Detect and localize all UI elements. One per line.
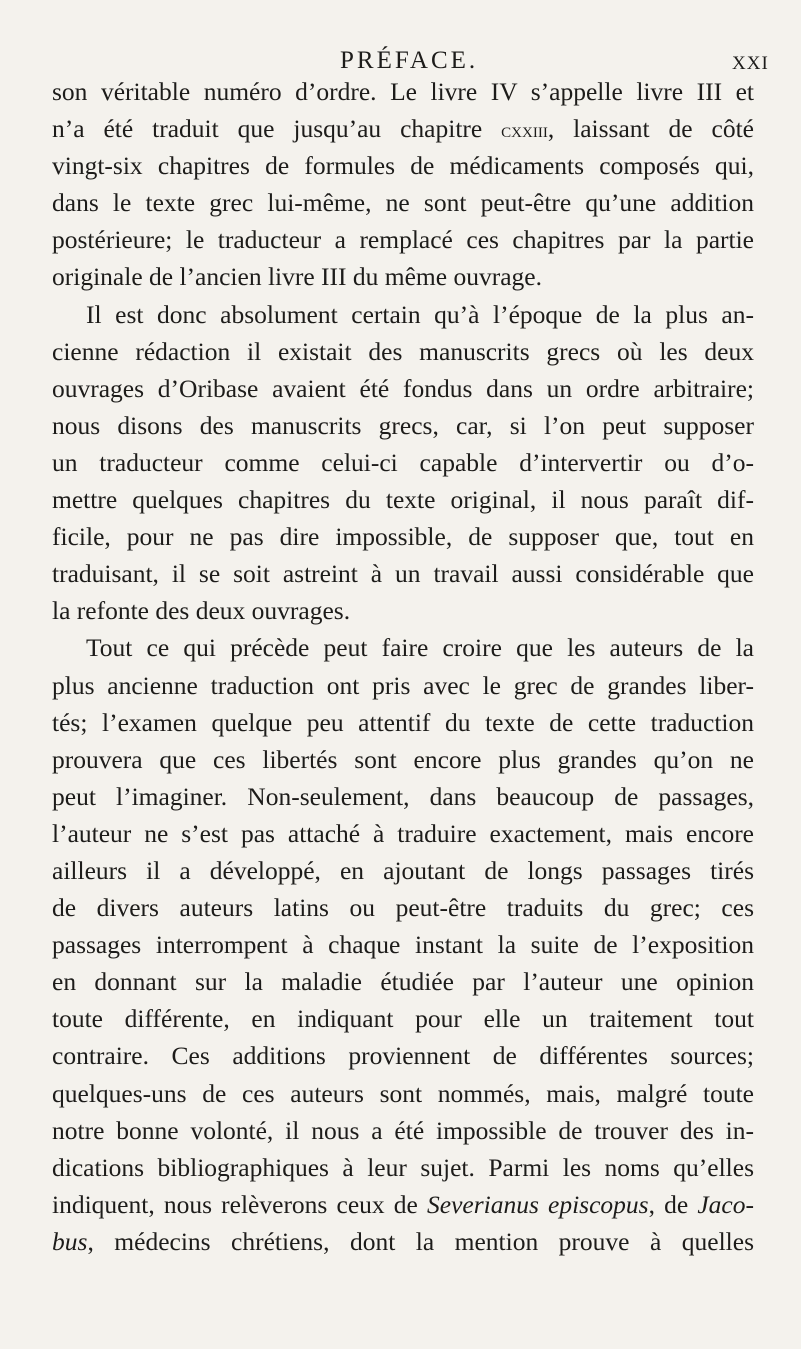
text-line: indiquent, nous relèverons ceux de Severianus episcopus, de Jaco- [52, 1189, 754, 1219]
text-line: toute différente, en indiquant pour elle un traitement tout [52, 1004, 754, 1034]
text-line: notre bonne volonté, il nous a été impossible de trouver des in- [52, 1115, 754, 1145]
text-line: l’auteur ne s’est pas attaché à traduire exactement, mais encore [52, 818, 754, 848]
text-line: de divers auteurs latins ou peut-être traduits du grec; ces [52, 893, 754, 923]
text-line: postérieure; le traducteur a remplacé ces chapitres par la partie [52, 225, 754, 255]
text-line: la refonte des deux ouvrages. [52, 596, 351, 626]
text-line: prouvera que ces libertés sont encore plus grandes qu’on ne [52, 744, 754, 774]
text-line: n’a été traduit que jusqu’au chapitre cxxiii, laissant de côté [52, 114, 754, 144]
text-line: originale de l’ancien livre III du même ouvrage. [52, 262, 542, 292]
running-title: PRÉFACE. [340, 47, 479, 74]
text-line: traduisant, il se soit astreint à un travail aussi considérable que [52, 559, 754, 589]
text-line: ailleurs il a développé, en ajoutant de longs passages tirés [52, 855, 754, 885]
author-name: Severianus episcopus [427, 1189, 649, 1219]
text-line: nous disons des manuscrits grecs, car, si l’on peut supposer [52, 410, 754, 440]
text-line: plus ancienne traduction ont pris avec le grec de grandes liber- [52, 670, 754, 700]
author-name: Jaco- [697, 1189, 754, 1219]
text-line: quelques-uns de ces auteurs sont nommés, mais, malgré toute [52, 1078, 754, 1108]
text-line: mettre quelques chapitres du texte original, il nous paraît dif- [52, 485, 754, 515]
text-line: passages interrompent à chaque instant la suite de l’exposition [52, 930, 754, 960]
text-line: ficile, pour ne pas dire impossible, de supposer que, tout en [52, 522, 754, 552]
text-line: vingt-six chapitres de formules de médicaments composés qui, [52, 151, 754, 181]
text-line: dans le texte grec lui-même, ne sont peut-être qu’une addition [52, 188, 754, 218]
page-number: XXI [732, 53, 769, 74]
text-line: tés; l’examen quelque peu attentif du texte de cette traduction [52, 707, 754, 737]
text-line: en donnant sur la maladie étudiée par l’auteur une opinion [52, 967, 754, 997]
text-line: peut l’imaginer. Non-seulement, dans beaucoup de passages, [52, 781, 754, 811]
text-line: cienne rédaction il existait des manuscrits grecs où les deux [52, 336, 754, 366]
text-line: Tout ce qui précède peut faire croire que les auteurs de la [86, 633, 754, 663]
text-line: son véritable numéro d’ordre. Le livre IV s’appelle livre III et [52, 77, 754, 106]
text-line: ouvrages d’Oribase avaient été fondus dans un ordre arbitraire; [52, 373, 754, 403]
author-name: bus [52, 1226, 88, 1256]
text-line: Il est donc absolument certain qu’à l’époque de la plus an- [86, 299, 754, 329]
text-line: contraire. Ces additions proviennent de différentes sources; [52, 1041, 754, 1071]
text-line: bus, médecins chrétiens, dont la mention prouve à quelles [52, 1226, 754, 1256]
roman-numeral: cxxiii [501, 117, 548, 143]
text-line: un traducteur comme celui-ci capable d’intervertir ou d’o- [52, 447, 754, 477]
text-line: dications bibliographiques à leur sujet. Parmi les noms qu’elles [52, 1152, 754, 1182]
body-text [52, 73, 754, 1260]
